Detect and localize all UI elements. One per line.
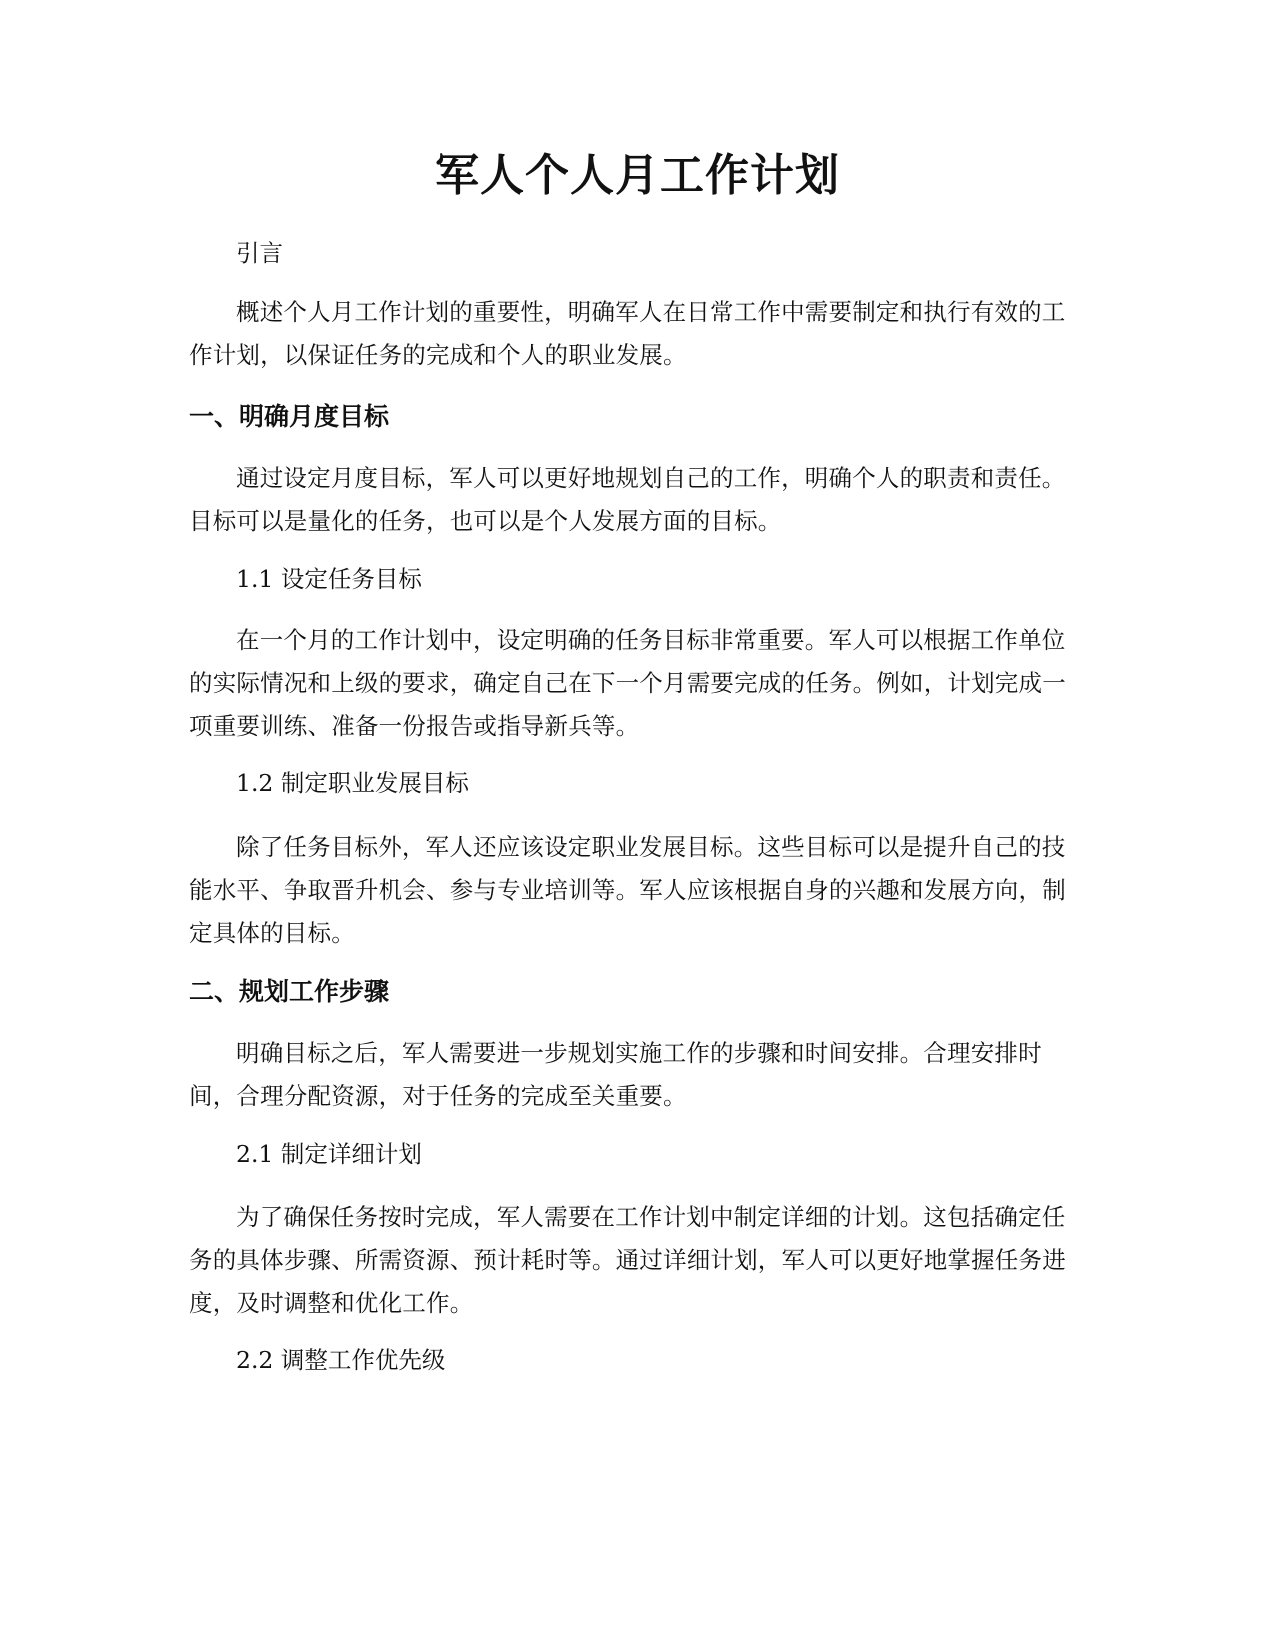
document-title: 军人个人月工作计划 xyxy=(435,150,840,201)
section-2-heading: 二、规划工作步骤 xyxy=(189,977,390,1006)
subsection-2-2-title: 2.2 调整工作优先级 xyxy=(236,1346,446,1374)
section-2-paragraph: 明确目标之后，军人需要进一步规划实施工作的步骤和时间安排。合理安排时间，合理分配资源，对于任务的完成至关重要。 xyxy=(189,1039,1042,1110)
subsection-1-1-title: 1.1 设定任务目标 xyxy=(236,565,422,593)
section-1-paragraph: 通过设定月度目标，军人可以更好地规划自己的工作，明确个人的职责和责任。目标可以是量化的任务，也可以是个人发展方面的目标。 xyxy=(189,464,1066,535)
subsection-1-2-title: 1.2 制定职业发展目标 xyxy=(236,769,469,797)
subsection-1-1-paragraph: 在一个月的工作计划中，设定明确的任务目标非常重要。军人可以根据工作单位的实际情况和上级的要求，确定自己在下一个月需要完成的任务。例如，计划完成一项重要训练、准备一份报告或指导新兵等。 xyxy=(189,626,1066,740)
subsection-2-1-title: 2.1 制定详细计划 xyxy=(236,1140,422,1168)
subsection-2-1-paragraph: 为了确保任务按时完成，军人需要在工作计划中制定详细的计划。这包括确定任务的具体步骤、所需资源、预计耗时等。通过详细计划，军人可以更好地掌握任务进度，及时调整和优化工作。 xyxy=(189,1203,1066,1317)
intro-label: 引言 xyxy=(236,239,283,267)
section-1-heading: 一、明确月度目标 xyxy=(189,402,390,431)
subsection-1-2-paragraph: 除了任务目标外，军人还应该设定职业发展目标。这些目标可以是提升自己的技能水平、争取晋升机会、参与专业培训等。军人应该根据自身的兴趣和发展方向，制定具体的目标。 xyxy=(189,833,1066,947)
intro-paragraph: 概述个人月工作计划的重要性，明确军人在日常工作中需要制定和执行有效的工作计划，以保证任务的完成和个人的职业发展。 xyxy=(189,298,1066,369)
